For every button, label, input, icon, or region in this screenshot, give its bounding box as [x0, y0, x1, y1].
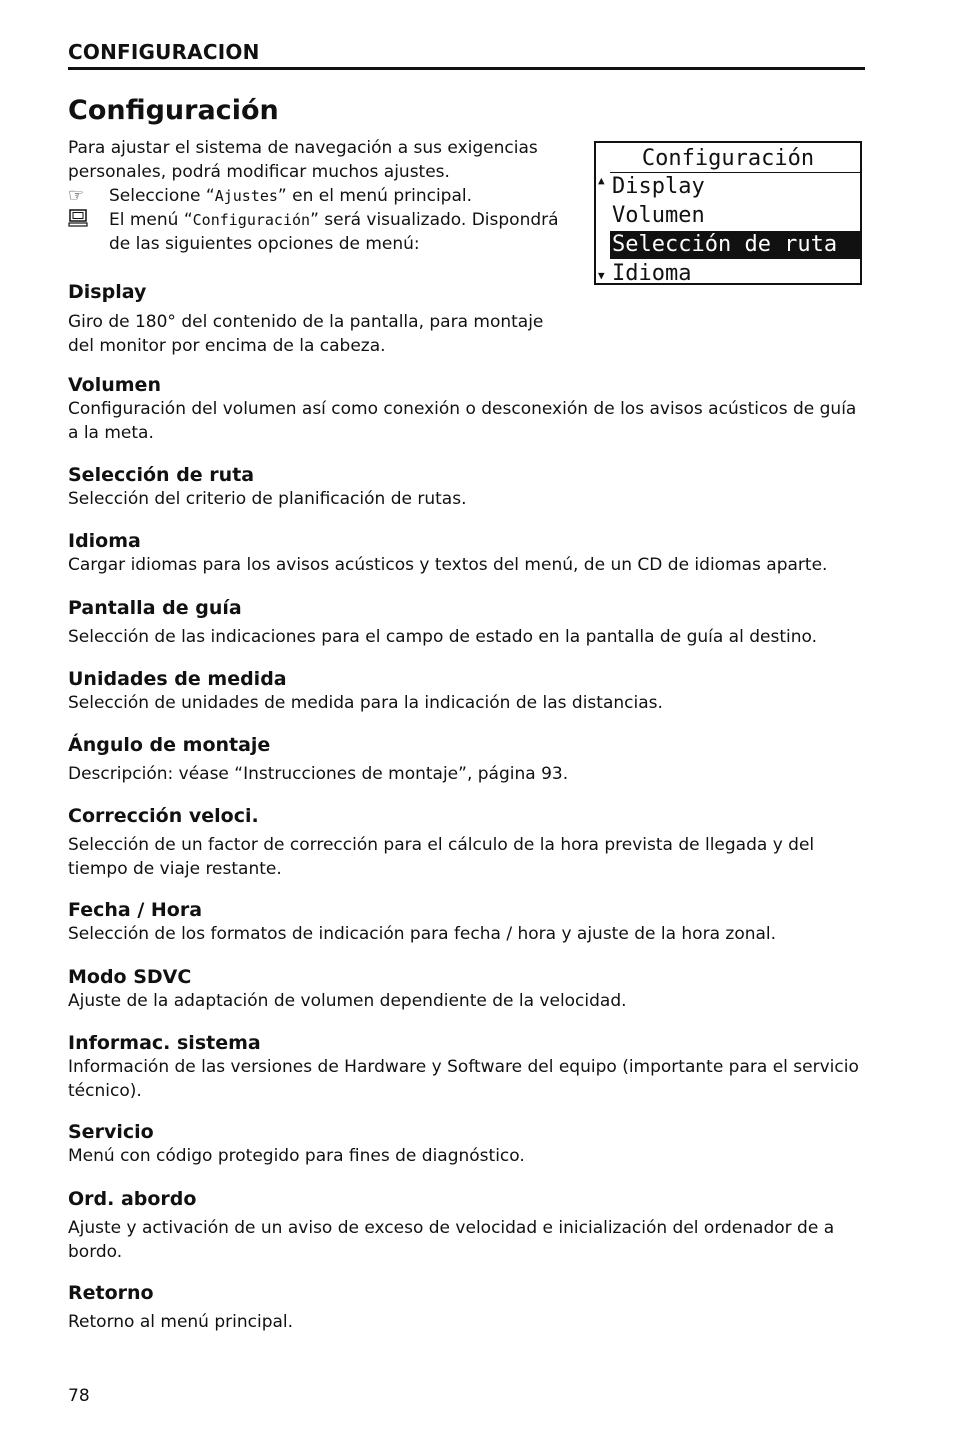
- entry-text: Retorno al menú principal.: [68, 1312, 294, 1332]
- step-text: Seleccione “Ajustes” en el menú principal.: [109, 186, 473, 206]
- intro-text: Para ajustar el sistema de navegación a sus exigencias personales, podrá modificar muchos ajustes.: [68, 138, 538, 182]
- entry-heading: Pantalla de guía: [68, 597, 242, 619]
- entry-servicio: [68, 1120, 865, 1168]
- entry-informac-sistema: [68, 1031, 865, 1103]
- entry-heading: Retorno: [68, 1282, 154, 1304]
- header-rule: [68, 67, 865, 70]
- entry-heading: Selección de ruta: [68, 464, 255, 486]
- entry-modo-sdvc: [68, 965, 865, 1013]
- entry-text: Información de las versiones de Hardware y Software del equipo (importante para el servicio técnico).: [68, 1057, 859, 1101]
- step-select-settings: [68, 184, 568, 208]
- lcd-item-volumen[interactable]: Volumen: [612, 203, 705, 228]
- entry-heading: Volumen: [68, 374, 161, 396]
- page-title: Configuración: [68, 95, 279, 126]
- monitor-icon: [68, 208, 109, 235]
- entry-text: Selección de unidades de medida para la indicación de las distancias.: [68, 693, 663, 713]
- entry-text: Selección de los formatos de indicación para fecha / hora y ajuste de la hora zonal.: [68, 924, 777, 944]
- entry-text: Selección de un factor de corrección para el cálculo de la hora prevista de llegada y del tiempo de viaje restante.: [68, 835, 815, 879]
- entry-heading: Ord. abordo: [68, 1188, 197, 1210]
- entry-heading: Unidades de medida: [68, 668, 287, 690]
- entry-heading: Informac. sistema: [68, 1032, 261, 1054]
- entry-text: Selección del criterio de planificación de rutas.: [68, 489, 467, 509]
- entry-fecha-hora: [68, 898, 865, 946]
- scroll-up-icon: ▲: [598, 174, 605, 187]
- entry-text: Giro de 180° del contenido de la pantalla, para montaje del monitor por encima de la cabeza.: [68, 312, 544, 356]
- lcd-item-seleccion-de-ruta[interactable]: Selección de ruta: [610, 231, 862, 259]
- entry-text: Selección de las indicaciones para el campo de estado en la pantalla de guía al destino.: [68, 627, 817, 647]
- entry-text: Ajuste y activación de un aviso de exceso de velocidad e inicialización del ordenador de a bordo.: [68, 1218, 835, 1262]
- entry-retorno: [68, 1281, 865, 1334]
- entry-text: Cargar idiomas para los avisos acústicos y textos del menú, de un CD de idiomas aparte.: [68, 555, 828, 575]
- entry-pantalla-de-guia: [68, 596, 865, 649]
- entry-text: Ajuste de la adaptación de volumen dependiente de la velocidad.: [68, 991, 627, 1011]
- entry-heading: Servicio: [68, 1121, 154, 1143]
- step-text: El menú “Configuración” será visualizado. Dispondrá de las siguientes opciones de menú:: [109, 210, 559, 254]
- scroll-down-icon: ▼: [598, 269, 605, 282]
- lcd-title: Configuración: [641, 146, 815, 171]
- entry-ord-abordo: [68, 1187, 865, 1264]
- step-menu-displayed: [68, 208, 568, 256]
- entry-heading: Ángulo de montaje: [68, 734, 271, 756]
- entry-display: [68, 280, 558, 358]
- entry-angulo-de-montaje: [68, 733, 865, 786]
- lcd-item-display[interactable]: Display: [612, 174, 705, 199]
- entry-volumen: [68, 373, 865, 445]
- lcd-item-idioma[interactable]: Idioma: [612, 261, 692, 286]
- intro-block: [68, 136, 568, 256]
- lcd-screen: [594, 141, 862, 285]
- entry-text: Descripción: véase “Instrucciones de montaje”, página 93.: [68, 764, 569, 784]
- entry-text: Menú con código protegido para fines de diagnóstico.: [68, 1146, 525, 1166]
- pointing-hand-icon: ☞: [68, 185, 85, 206]
- entry-heading: Display: [68, 281, 147, 303]
- entry-heading: Corrección veloci.: [68, 805, 259, 827]
- entry-text: Configuración del volumen así como conexión o desconexión de los avisos acústicos de guía a la meta.: [68, 399, 857, 443]
- entry-correccion-veloci: [68, 804, 865, 881]
- entry-seleccion-de-ruta: [68, 463, 865, 511]
- entry-heading: Fecha / Hora: [68, 899, 203, 921]
- entry-unidades-de-medida: [68, 667, 865, 715]
- entry-heading: Modo SDVC: [68, 966, 192, 988]
- entry-idioma: [68, 529, 865, 577]
- section-header: CONFIGURACION: [68, 40, 260, 64]
- page-number: 78: [68, 1386, 90, 1406]
- entry-heading: Idioma: [68, 530, 141, 552]
